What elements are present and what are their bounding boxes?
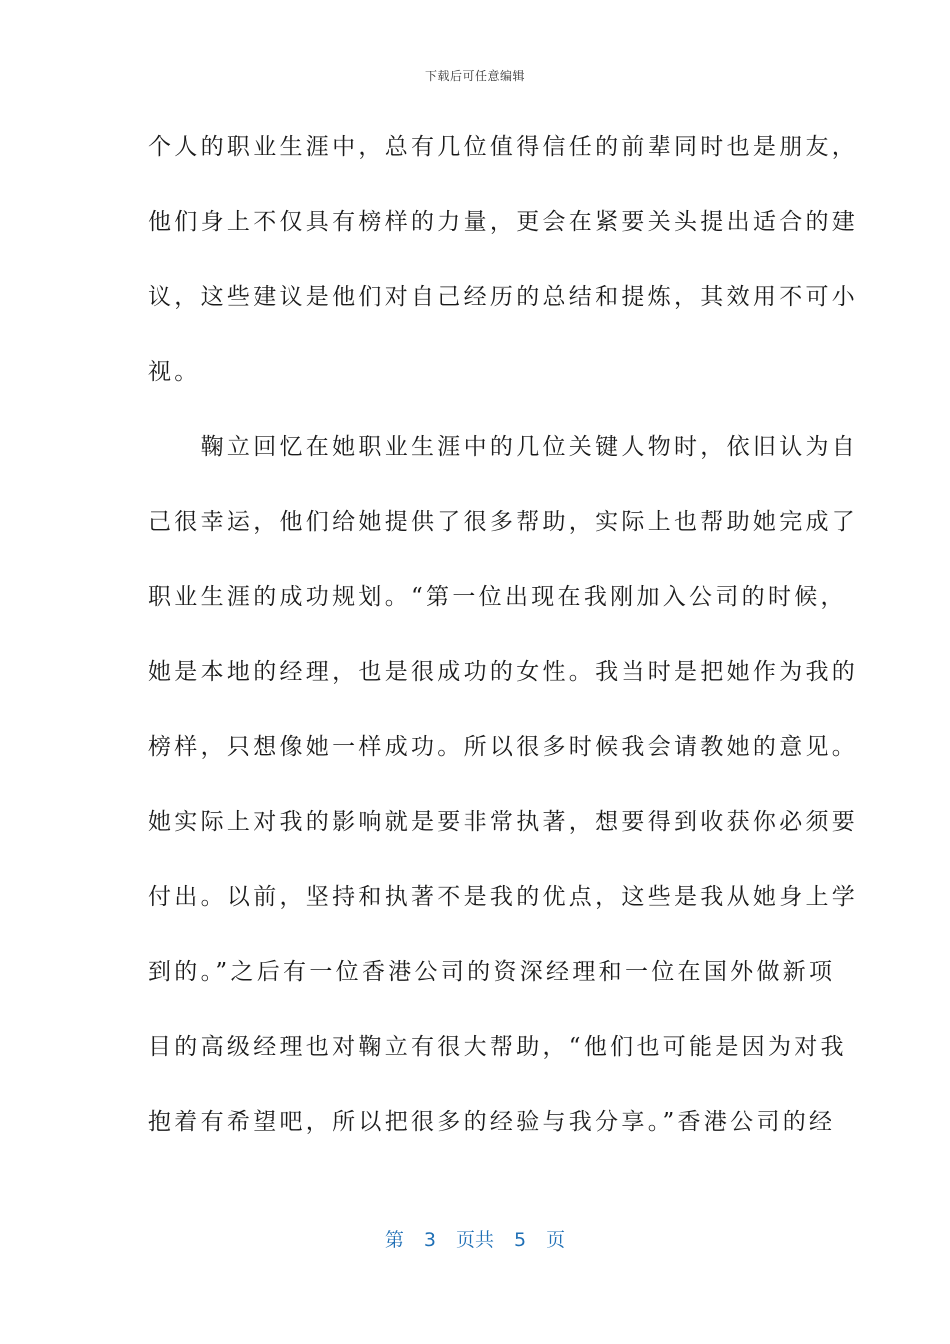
- body-line: 她是本地的经理，也是很成功的女性。我当时是把她作为我的: [148, 659, 859, 685]
- page-header: 下载后可任意编辑: [424, 69, 525, 83]
- body-line: 付出。以前，坚持和执著不是我的优点，这些是我从她身上学: [148, 884, 859, 910]
- page-footer: 第 3 页共 5 页: [384, 1229, 566, 1251]
- body-line: 议，这些建议是他们对自己经历的总结和提炼，其效用不可小: [148, 284, 859, 310]
- body-line: 己很幸运，他们给她提供了很多帮助，实际上也帮助她完成了: [148, 509, 859, 535]
- body-line: 榜样，只想像她一样成功。所以很多时候我会请教她的意见。: [148, 734, 859, 760]
- body-line: 他们身上不仅具有榜样的力量，更会在紧要关头提出适合的建: [148, 209, 859, 235]
- body-line: 目的高级经理也对鞠立有很大帮助，“他们也可能是因为对我: [148, 1034, 847, 1060]
- document-body: [148, 122, 859, 1172]
- body-line: 视。: [148, 359, 201, 385]
- body-line: 个人的职业生涯中，总有几位值得信任的前辈同时也是朋友，: [148, 134, 859, 160]
- body-line: 到的。”之后有一位香港公司的资深经理和一位在国外做新项: [148, 959, 836, 985]
- body-line: 抱着有希望吧，所以把很多的经验与我分享。”香港公司的经: [148, 1109, 836, 1135]
- body-line: 她实际上对我的影响就是要非常执著，想要得到收获你必须要: [148, 809, 859, 835]
- body-line: 职业生涯的成功规划。“第一位出现在我刚加入公司的时候，: [148, 584, 847, 610]
- body-line: 鞠立回忆在她职业生涯中的几位关键人物时，依旧认为自: [148, 434, 859, 460]
